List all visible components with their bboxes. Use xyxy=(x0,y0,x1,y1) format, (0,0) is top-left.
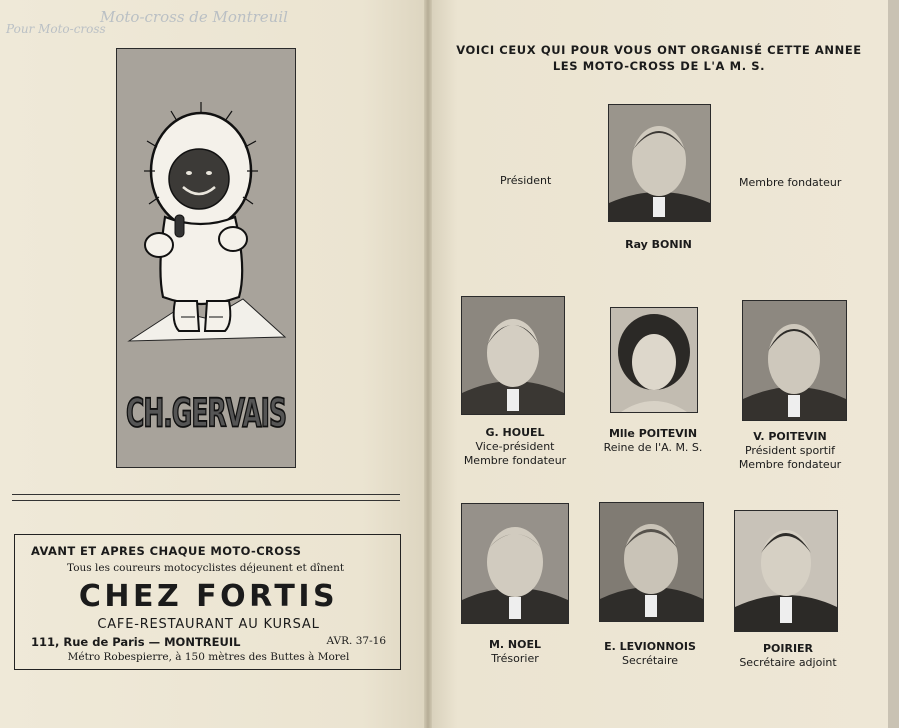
photo-member-1 xyxy=(461,296,565,415)
photo-ray-bonin xyxy=(608,104,711,222)
handwritten-note: Moto-cross de Montreuil xyxy=(100,8,288,26)
caption-member-4 xyxy=(450,638,580,666)
restaurant-name: CHEZ FORTIS xyxy=(78,579,339,614)
organizers-heading-line2: LES MOTO-CROSS DE L'A M. S. xyxy=(552,59,766,73)
organizers-heading-line1: VOICI CEUX QUI POUR VOUS ONT ORGANISÉ CETTE ANNEE xyxy=(456,43,862,57)
member-name: G. HOUEL xyxy=(485,426,545,439)
handwritten-note-2: Pour Moto-cross xyxy=(6,22,106,36)
member-name: Mlle POITEVIN xyxy=(608,427,698,440)
president-role-left: Président xyxy=(500,174,552,187)
restaurant-address: 111, Rue de Paris — MONTREUIL xyxy=(31,635,241,649)
divider-top xyxy=(12,494,400,495)
restaurant-metro: Métro Robespierre, à 150 mètres des Buttes à Morel xyxy=(67,651,350,663)
member-role: Membre fondateur xyxy=(738,458,842,471)
divider-bottom xyxy=(12,500,400,501)
member-name: V. POITEVIN xyxy=(753,430,827,443)
gervais-advertisement xyxy=(116,48,296,468)
member-role: Reine de l'A. M. S. xyxy=(603,441,703,454)
caption-member-6 xyxy=(720,642,856,670)
gervais-logo: CH.GERVAIS xyxy=(126,391,286,436)
caption-member-2 xyxy=(578,427,728,455)
photo-member-2 xyxy=(610,307,698,413)
restaurant-advertisement xyxy=(14,534,401,670)
caption-member-5 xyxy=(580,640,720,668)
member-name: POIRIER xyxy=(762,642,814,655)
restaurant-type: CAFE-RESTAURANT AU KURSAL xyxy=(97,617,320,632)
caption-member-3 xyxy=(714,430,866,472)
page-edge xyxy=(888,0,899,728)
president-role-right: Membre fondateur xyxy=(739,176,842,189)
photo-member-3 xyxy=(742,300,847,421)
member-role: Vice-président xyxy=(475,440,555,453)
member-role: Président sportif xyxy=(744,444,835,457)
caption-ray-bonin xyxy=(608,238,709,252)
restaurant-subline: Tous les coureurs motocyclistes déjeunent et dînent xyxy=(67,562,345,574)
member-name: M. NOEL xyxy=(488,638,542,651)
member-role: Trésorier xyxy=(491,652,539,665)
restaurant-phone: AVR. 37-16 xyxy=(326,635,386,647)
restaurant-headline: AVANT ET APRES CHAQUE MOTO-CROSS xyxy=(31,544,302,558)
photo-member-4 xyxy=(461,503,569,624)
member-role: Secrétaire adjoint xyxy=(739,656,837,669)
member-role: Secrétaire xyxy=(621,654,678,667)
photo-member-6 xyxy=(734,510,838,632)
member-role: Membre fondateur xyxy=(463,454,567,467)
photo-member-5 xyxy=(599,502,704,622)
book-spine xyxy=(424,0,432,728)
member-name: E. LEVIONNOIS xyxy=(604,640,696,653)
caption-member-1 xyxy=(440,426,590,468)
member-name: Ray BONIN xyxy=(625,238,692,251)
